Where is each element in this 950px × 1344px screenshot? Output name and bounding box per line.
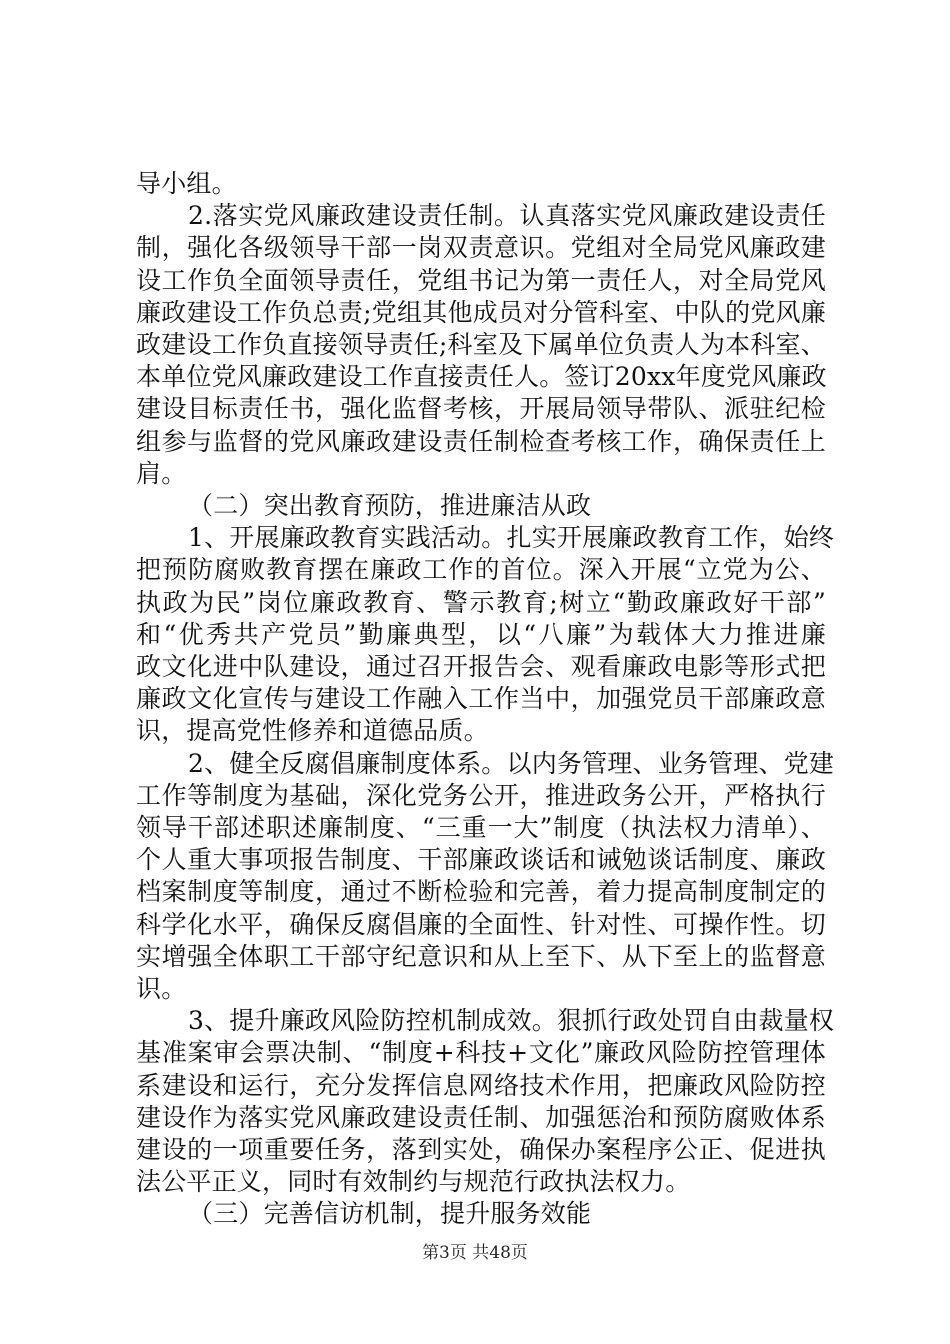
text-line: 个人重大事项报告制度、干部廉政谈话和诫勉谈话制度、廉政 [136, 845, 826, 875]
page-number-footer: 第3页 共48页 [422, 1243, 528, 1263]
text-line: 系建设和运行，充分发挥信息网络技术作用，把廉政风险防控 [136, 1070, 826, 1100]
text-line: 政文化进中队建设，通过召开报告会、观看廉政电影等形式把 [136, 652, 826, 681]
text-line: 基准案审会票决制、“制度+科技+文化”廉政风险防控管理体 [136, 1038, 826, 1068]
text-line: 组参与监督的党风廉政建设责任制检查考核工作，确保责任上 [136, 426, 826, 456]
text-line: 建设作为落实党风廉政建设责任制、加强惩治和预防腐败体系 [136, 1102, 826, 1132]
section-heading: （三）完善信访机制，提升服务效能 [188, 1199, 592, 1229]
text-line: 领导干部述职述廉制度、“三重一大”制度（执法权力清单）、 [136, 813, 826, 842]
text-line: 廉政文化宣传与建设工作融入工作当中，加强党员干部廉政意 [136, 684, 826, 714]
text-line: 设工作负全面领导责任，党组书记为第一责任人，对全局党风 [136, 265, 826, 295]
text-line: 制，强化各级领导干部一岗双责意识。党组对全局党风廉政建 [136, 233, 826, 263]
text-line: 和“优秀共产党员”勤廉典型，以“八廉”为载体大力推进廉 [136, 619, 826, 649]
text-line: 本单位党风廉政建设工作直接责任人。签订20xx年度党风廉政 [136, 362, 827, 392]
section-heading: （二）突出教育预防，推进廉洁从政 [188, 491, 592, 520]
text-line: 3、提升廉政风险防控机制成效。狠抓行政处罚自由裁量权 [188, 1006, 835, 1036]
text-line: 导小组。 [136, 169, 237, 198]
text-line: 法公平正义，同时有效制约与规范行政执法权力。 [136, 1167, 691, 1197]
text-line: 把预防腐败教育摆在廉政工作的首位。深入开展“立党为公、 [136, 555, 826, 585]
text-line: 实增强全体职工干部守纪意识和从上至下、从下至上的监督意 [136, 941, 826, 971]
text-line: 建设目标责任书，强化监督考核，开展局领导带队、派驻纪检 [136, 394, 826, 424]
text-line: 档案制度等制度，通过不断检验和完善，着力提高制度制定的 [136, 877, 826, 907]
text-line: 2、健全反腐倡廉制度体系。以内务管理、业务管理、党建 [188, 748, 835, 778]
text-line: 政建设工作负直接领导责任;科室及下属单位负责人为本科室、 [136, 330, 826, 359]
text-line: 识。 [136, 974, 187, 1003]
text-line: 执政为民”岗位廉政教育、警示教育;树立“勤政廉政好干部” [136, 587, 826, 617]
text-line: 廉政建设工作负总责;党组其他成员对分管科室、中队的党风廉 [136, 297, 826, 327]
text-line: 识，提高党性修养和道德品质。 [136, 716, 489, 746]
text-line: 工作等制度为基础，深化党务公开，推进政务公开，严格执行 [136, 780, 826, 810]
text-line: 肩。 [136, 458, 187, 488]
text-line: 2.落实党风廉政建设责任制。认真落实党风廉政建设责任 [188, 201, 826, 231]
text-line: 科学化水平，确保反腐倡廉的全面性、针对性、可操作性。切 [136, 909, 826, 939]
text-line: 建设的一项重要任务，落到实处，确保办案程序公正、促进执 [136, 1135, 826, 1164]
text-line: 1、开展廉政教育实践活动。扎实开展廉政教育工作，始终 [188, 523, 835, 553]
